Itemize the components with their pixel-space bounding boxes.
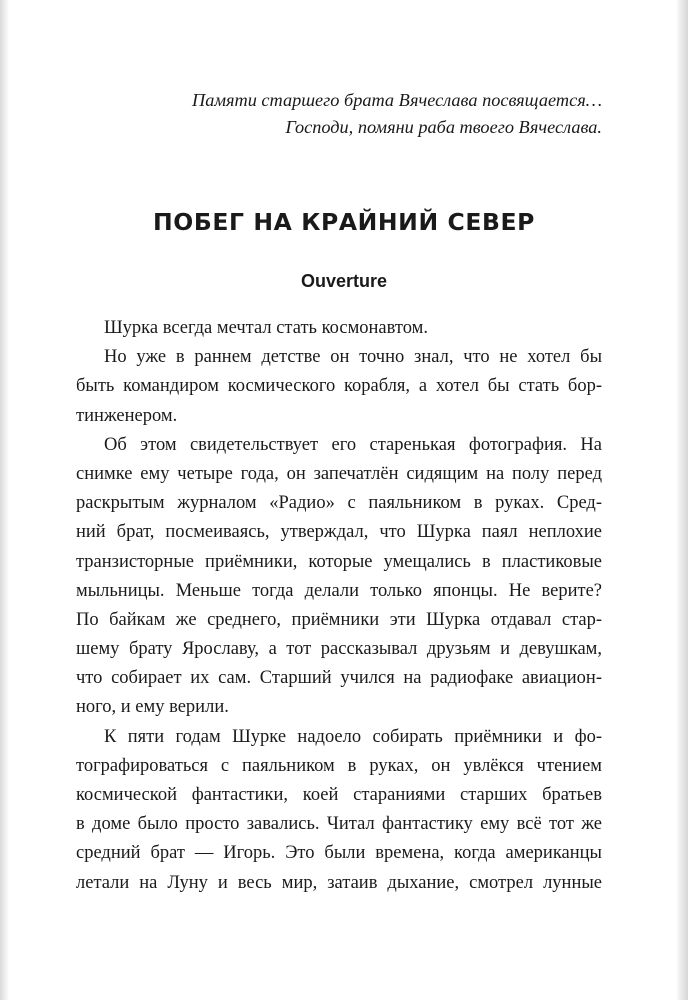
text-line: ного, и ему верили. [76,697,229,718]
epigraph-line: Господи, помяни раба твоего Вячеслава. [285,117,602,137]
text-line: что собирает их сам. Старший учился на радиофаке авиацион- [76,668,602,689]
text-line: транзисторные приёмники, которые умещались в пластиковые [76,551,602,572]
text-line: ний брат, посмеиваясь, утверждал, что Шурка паял неплохие [76,522,602,543]
text-line: тографироваться с паяльником в руках, он увлёкся чтением [76,755,602,776]
page-edge-shadow-right [676,0,688,1000]
text-line: раскрытым журналом «Радио» с паяльником в руках. Сред- [76,493,602,514]
text-line: быть командиром космического корабля, а хотел бы стать бор- [76,376,602,397]
body-text [76,314,602,898]
text-line: космической фантастики, коей стараниями старших братьев [76,785,602,805]
text-line: По байкам же среднего, приёмники эти Шурка отдавал стар- [76,609,602,630]
epigraph [192,87,602,141]
text-line: Об этом свидетельствует его старенькая фотография. На [104,434,602,455]
text-line: снимке ему четыре года, он запечатлён сидящим на полу перед [76,463,602,484]
text-line: в доме было просто завались. Читал фантастику ему всё тот же [76,814,602,835]
text-line: К пяти годам Шурке надоело собирать приёмники и фо- [104,726,602,747]
text-line: Шурка всегда мечтал стать космонавтом. [104,318,428,338]
text-line: средний брат — Игорь. Это были времена, когда американцы [76,843,602,864]
text-line: летали на Луну и весь мир, затаив дыхание, смотрел лунные [76,872,602,893]
page-edge-shadow-left [0,0,9,1000]
epigraph-line: Памяти старшего брата Вячеслава посвящается… [192,90,602,110]
chapter-title: ПОБЕГ НА КРАЙНИЙ СЕВЕР [153,208,535,236]
text-line: Но уже в раннем детстве он точно знал, что не хотел бы [104,347,602,368]
text-line: мыльницы. Меньше тогда делали только японцы. Не верите? [76,580,602,601]
section-title: Ouverture [300,271,388,291]
text-line: шему брату Ярославу, а тот рассказывал друзьям и девушкам, [76,639,602,660]
text-line: тинженером. [76,405,178,426]
